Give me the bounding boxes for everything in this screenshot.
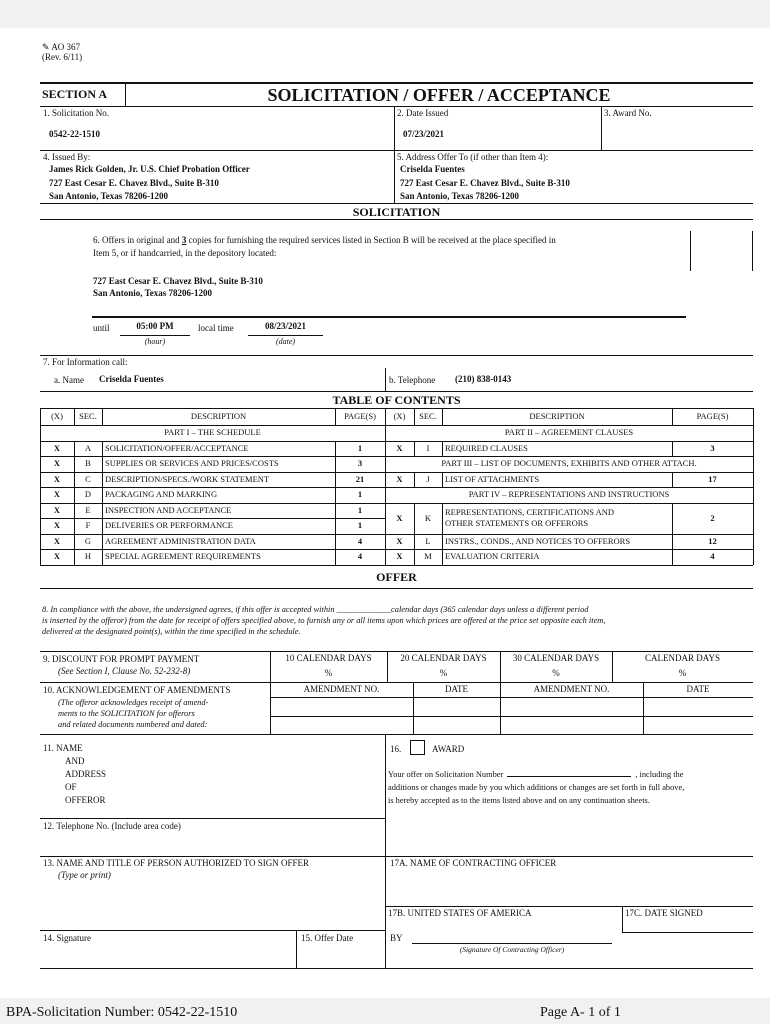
toc-row-desc: AGREEMENT ADMINISTRATION DATA <box>105 535 256 546</box>
rule <box>40 106 753 107</box>
contracting-officer-label: 17A. NAME OF CONTRACTING OFFICER <box>390 858 557 868</box>
toc-row-pages: 12 <box>708 535 717 546</box>
contact-phone-value: (210) 838-0143 <box>455 374 512 384</box>
contact-name-label: a. Name <box>54 375 84 385</box>
rule <box>40 856 753 857</box>
solicitation-no-label: 1. Solicitation No. <box>43 108 109 118</box>
award-text-3: is hereby accepted as to the items listed above and on any continuation sheets. <box>388 796 650 805</box>
toc-row-check: X <box>53 504 61 515</box>
rule <box>40 203 753 204</box>
solicitation-heading: SOLICITATION <box>352 205 441 219</box>
divider <box>394 106 395 150</box>
toc-row-desc: PACKAGING AND MARKING <box>105 489 218 499</box>
toc-rule <box>753 408 754 565</box>
toc-row-sec: K <box>424 512 432 523</box>
rule <box>40 588 753 589</box>
discount-cal-header: CALENDAR DAYS <box>645 653 720 663</box>
discount-cal-pct[interactable]: % <box>678 668 687 678</box>
toc-rule <box>40 549 385 550</box>
award-text-1: Your offer on Solicitation Number , including the <box>388 770 684 779</box>
info-call-label: 7. For Information call: <box>43 357 128 367</box>
toc-row-pages: 17 <box>708 473 717 484</box>
hour-caption: (hour) <box>144 337 166 346</box>
usa-label: 17B. UNITED STATES OF AMERICA <box>388 908 532 918</box>
until-label: until <box>93 323 110 333</box>
toc-rule <box>414 441 415 457</box>
toc-rule <box>74 441 75 565</box>
receipt-date-value[interactable]: 08/23/2021 <box>264 321 306 331</box>
toc-header-x-right: (X) <box>393 411 406 421</box>
form-title: SOLICITATION / OFFER / ACCEPTANCE <box>267 85 611 105</box>
toc-rule <box>672 503 673 565</box>
toc-rule <box>40 487 385 488</box>
toc-rule <box>672 472 673 488</box>
toc-row-check: X <box>53 535 61 546</box>
discount-20-pct[interactable]: % <box>439 668 448 678</box>
discount-sub: (See Section I, Clause No. 52-232-8) <box>58 666 191 676</box>
amendment-date-header-2: DATE <box>686 684 710 694</box>
rule <box>40 734 753 735</box>
toc-row-pages: 1 <box>357 442 363 453</box>
toc-header-sec-right: SEC. <box>419 411 437 421</box>
rule <box>622 932 753 933</box>
rule <box>248 335 323 336</box>
offer-heading: OFFER <box>376 570 417 584</box>
toc-row-sec: L <box>425 535 431 546</box>
offer-paragraph-2: is inserted by the offeror) from the date for receipt of offers specified above, to furnish any or all items upon which prices are offered at the price set opposite each item, <box>42 616 606 625</box>
solicitation-no-value[interactable]: 0542-22-1510 <box>49 129 100 139</box>
toc-rule <box>385 487 753 488</box>
toc-rule <box>385 534 753 535</box>
toc-row-check: X <box>396 551 403 561</box>
toc-rule <box>414 472 415 488</box>
discount-30-header: 30 CALENDAR DAYS <box>512 653 600 663</box>
toc-row-check: X <box>396 473 403 484</box>
signature-label: 14. Signature <box>43 933 91 943</box>
toc-header-sec: SEC. <box>79 411 97 421</box>
rule <box>120 335 190 336</box>
amendments-label: 10. ACKNOWLEDGEMENT OF AMENDMENTS <box>43 685 231 695</box>
toc-row-check: X <box>53 551 61 561</box>
by-label: BY <box>390 933 403 943</box>
toc-rule <box>40 503 385 504</box>
contact-name-value: Criselda Fuentes <box>99 374 164 384</box>
toc-row-desc: INSTRS., CONDS., AND NOTICES TO OFFERORS <box>445 535 631 546</box>
toc-rule <box>385 549 753 550</box>
toc-row-sec: C <box>85 473 91 484</box>
toc-rule <box>385 472 753 473</box>
issued-by-line1: James Rick Golden, Jr. U.S. Chief Probation Officer <box>49 164 250 174</box>
rule <box>40 355 753 356</box>
toc-rule <box>102 408 103 425</box>
toc-header-pages: PAGE(S) <box>344 411 376 421</box>
toc-row-pages: 21 <box>355 473 365 484</box>
toc-row-pages: 1 <box>357 520 363 530</box>
toc-rule <box>40 534 385 535</box>
offers-instruction-cont: Item 5, or if handcarried, in the depository located: <box>93 248 277 258</box>
divider <box>752 231 753 271</box>
authorized-signer-label: 13. NAME AND TITLE OF PERSON AUTHORIZED TO SIGN OFFER <box>43 858 310 868</box>
award-number-label: 16. <box>390 744 402 754</box>
toc-row-pages: 4 <box>357 535 363 546</box>
top-band <box>0 0 770 28</box>
award-label: AWARD <box>432 744 465 754</box>
offeror-label-2: AND <box>65 756 85 766</box>
toc-rule <box>335 441 336 565</box>
pencil-icon: ✎ <box>42 42 50 52</box>
toc-row-desc: INSPECTION AND ACCEPTANCE <box>105 504 232 515</box>
toc-row-sec: F <box>85 520 91 530</box>
form-id: ✎ AO 367 <box>42 42 81 52</box>
toc-rule <box>385 456 753 457</box>
toc-row-pages: 2 <box>710 512 715 523</box>
depository-line2: San Antonio, Texas 78206-1200 <box>93 288 213 298</box>
toc-row-desc: OTHER STATEMENTS OR OFFERORS <box>445 517 589 528</box>
toc-rule <box>385 441 753 442</box>
toc-rule <box>385 503 753 504</box>
toc-rule <box>672 441 673 457</box>
toc-rule <box>40 518 385 519</box>
rule <box>270 697 753 698</box>
amendment-date-header: DATE <box>445 684 468 694</box>
discount-30-pct[interactable]: % <box>552 668 560 678</box>
section-a-label: SECTION A <box>42 87 108 101</box>
offer-date-label: 15. Offer Date <box>301 933 354 943</box>
toc-row-desc: DELIVERIES OR PERFORMANCE <box>105 520 233 530</box>
toc-row-sec: I <box>426 442 430 453</box>
toc-part-2: PART II – AGREEMENT CLAUSES <box>504 427 634 437</box>
discount-10-pct[interactable]: % <box>324 668 333 678</box>
toc-rule <box>40 456 385 457</box>
discount-label: 9. DISCOUNT FOR PROMPT PAYMENT <box>43 654 200 664</box>
amendments-sub-3: and related documents numbered and dated: <box>58 720 208 729</box>
address-offer-label: 5. Address Offer To (if other than Item 4): <box>397 152 549 162</box>
rule <box>40 150 753 151</box>
toc-rule <box>414 503 415 565</box>
offer-paragraph-3: delivered at the designated point(s), within the time specified in the schedule. <box>42 627 301 636</box>
footer-solicitation: BPA-Solicitation Number: 0542-22-1510 <box>6 1005 238 1020</box>
toc-row-sec: B <box>85 458 91 468</box>
award-checkbox[interactable] <box>410 740 425 755</box>
toc-row-desc: REQUIRED CLAUSES <box>445 442 528 453</box>
divider <box>622 906 623 932</box>
date-signed-label: 17C. DATE SIGNED <box>625 908 703 918</box>
toc-row-desc: LIST OF ATTACHMENTS <box>445 473 540 484</box>
toc-row-check: X <box>396 442 403 453</box>
rule <box>40 682 753 683</box>
form-revision: (Rev. 6/11) <box>42 52 83 62</box>
toc-part-1: PART I – THE SCHEDULE <box>164 427 261 437</box>
offeror-label-1: 11. NAME <box>43 743 83 753</box>
toc-rule <box>40 441 385 442</box>
toc-row-sec: D <box>84 489 92 499</box>
offers-instruction: 6. Offers in original and 3 copies for furnishing the required services listed in Section B will be received at the place specified in <box>93 235 556 245</box>
toc-row-pages: 3 <box>710 442 715 453</box>
toc-rule <box>442 408 443 425</box>
divider <box>394 150 395 203</box>
toc-row-pages: 3 <box>357 458 363 468</box>
toc-rule <box>442 472 443 488</box>
rule <box>40 930 385 931</box>
toc-row-check: X <box>53 520 61 530</box>
toc-rule <box>335 408 336 425</box>
toc-row-check: X <box>53 489 61 499</box>
toc-title: TABLE OF CONTENTS <box>332 393 461 407</box>
toc-part-4: PART IV – REPRESENTATIONS AND INSTRUCTIONS <box>468 489 670 499</box>
toc-row-desc: REPRESENTATIONS, CERTIFICATIONS AND <box>445 506 615 517</box>
offer-paragraph-1: 8. In compliance with the above, the undersigned agrees, if this offer is accepted within _____________calendar days (365 calendar days unless a different period <box>42 605 589 614</box>
toc-rule <box>442 441 443 457</box>
divider <box>601 106 602 150</box>
amendments-sub-2: ments to the SOLICITATION for offerors <box>58 709 195 718</box>
address-offer-line1: Criselda Fuentes <box>400 164 465 174</box>
telephone-label: 12. Telephone No. (Include area code) <box>43 821 181 831</box>
offeror-label-4: OF <box>65 782 77 792</box>
toc-row-pages: 1 <box>357 504 363 515</box>
toc-rule <box>40 408 41 565</box>
issued-by-line3: San Antonio, Texas 78206-1200 <box>49 191 169 201</box>
date-caption: (date) <box>275 337 296 346</box>
toc-row-check: X <box>53 442 61 453</box>
issued-by-line2: 727 East Cesar E. Chavez Blvd., Suite B-310 <box>49 178 219 188</box>
divider <box>385 368 386 391</box>
toc-row-desc: DESCRIPTION/SPECS./WORK STATEMENT <box>105 473 270 484</box>
rule <box>40 219 753 220</box>
award-text-2: additions or changes made by you which additions or changes are set forth in full above, <box>388 783 685 792</box>
address-offer-line2: 727 East Cesar E. Chavez Blvd., Suite B-310 <box>400 178 570 188</box>
amendment-no-header-2: AMENDMENT NO. <box>533 684 610 694</box>
amendment-no-header: AMENDMENT NO. <box>303 684 380 694</box>
toc-row-sec: E <box>85 504 91 515</box>
toc-header-desc-right: DESCRIPTION <box>529 411 585 421</box>
toc-rule <box>102 441 103 565</box>
rule <box>92 316 686 318</box>
date-issued-label: 2. Date Issued <box>397 108 449 118</box>
rule <box>385 906 753 907</box>
toc-row-check: X <box>53 473 61 484</box>
toc-rule <box>414 408 415 425</box>
toc-row-sec: A <box>84 442 92 453</box>
amendments-sub-1: (The offeror acknowledges receipt of amend- <box>58 698 209 707</box>
toc-rule <box>74 408 75 425</box>
toc-row-pages: 4 <box>357 551 363 561</box>
authorized-signer-sub: (Type or print) <box>58 870 111 880</box>
toc-row-desc: SPECIAL AGREEMENT REQUIREMENTS <box>105 551 261 561</box>
divider <box>385 734 386 968</box>
receipt-hour-value[interactable]: 05:00 PM <box>136 321 174 331</box>
local-time-label: local time <box>198 323 234 333</box>
rule <box>40 968 753 969</box>
toc-row-desc: SUPPLIES OR SERVICES AND PRICES/COSTS <box>105 458 279 468</box>
toc-rule <box>385 408 386 565</box>
toc-row-sec: J <box>426 473 430 484</box>
discount-20-header: 20 CALENDAR DAYS <box>400 653 487 663</box>
award-no-label: 3. Award No. <box>604 108 652 118</box>
toc-row-check: X <box>396 535 403 546</box>
rule <box>40 651 753 652</box>
depository-line1: 727 East Cesar E. Chavez Blvd., Suite B-310 <box>93 276 263 286</box>
toc-row-sec: M <box>424 551 432 561</box>
toc-part-3: PART III – LIST OF DOCUMENTS, EXHIBITS AND OTHER ATTACH. <box>441 458 697 468</box>
toc-header-x: (X) <box>51 411 63 421</box>
divider <box>690 231 691 271</box>
toc-header-pages-right: PAGE(S) <box>696 411 729 421</box>
toc-rule <box>40 472 385 473</box>
toc-header-desc: DESCRIPTION <box>190 411 247 421</box>
toc-rule <box>40 425 753 426</box>
address-offer-line3: San Antonio, Texas 78206-1200 <box>400 191 520 201</box>
rule <box>40 391 753 392</box>
toc-rule <box>40 565 753 566</box>
contact-phone-label: b. Telephone <box>389 375 436 385</box>
officer-signature-line[interactable] <box>412 943 612 944</box>
toc-row-desc: SOLICITATION/OFFER/ACCEPTANCE <box>105 442 249 453</box>
rule <box>270 716 753 717</box>
toc-row-pages: 1 <box>357 489 363 499</box>
toc-row-pages: 4 <box>710 551 715 561</box>
toc-row-sec: H <box>84 551 92 561</box>
discount-10-header: 10 CALENDAR DAYS <box>285 653 372 663</box>
toc-row-desc: EVALUATION CRITERIA <box>445 551 540 561</box>
toc-row-sec: G <box>84 535 92 546</box>
toc-rule <box>672 408 673 425</box>
toc-row-check: X <box>53 458 61 468</box>
footer-page: Page A- 1 of 1 <box>540 1005 621 1020</box>
toc-rule <box>442 503 443 565</box>
offeror-label-3: ADDRESS <box>65 769 107 779</box>
issued-by-label: 4. Issued By: <box>43 152 91 162</box>
divider <box>296 930 297 968</box>
offeror-label-5: OFFEROR <box>65 795 106 805</box>
rule <box>40 818 385 819</box>
toc-row-check: X <box>396 512 403 523</box>
officer-signature-caption: (Signature Of Contracting Officer) <box>459 945 565 954</box>
date-issued-value[interactable]: 07/23/2021 <box>403 129 445 139</box>
